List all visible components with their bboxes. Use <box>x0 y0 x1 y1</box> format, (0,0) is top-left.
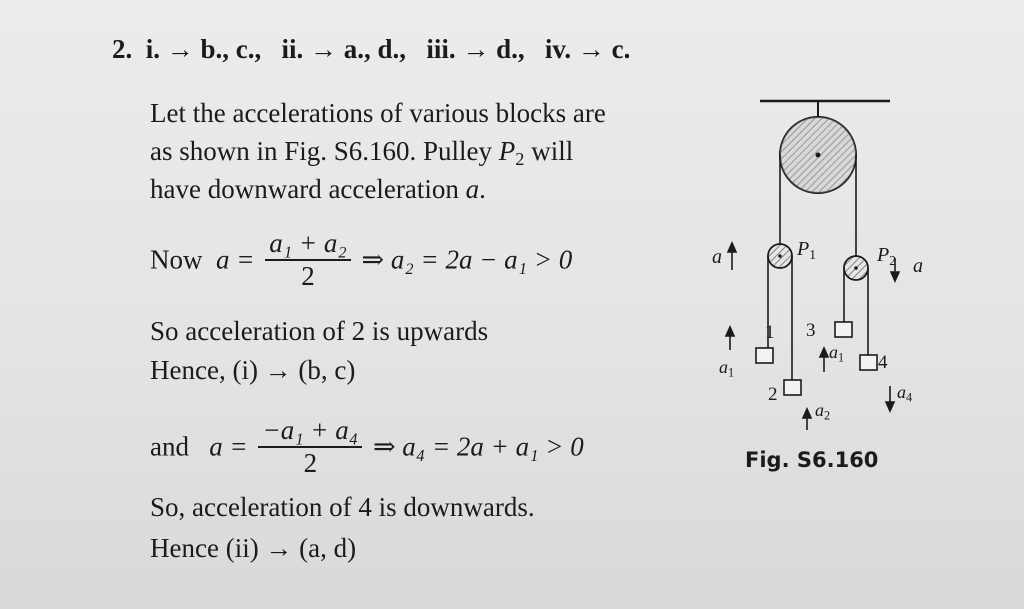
part-i-label: i. <box>145 34 161 64</box>
block-4 <box>860 355 877 370</box>
arrow-icon: → <box>166 34 194 64</box>
answer-line <box>112 34 630 65</box>
equation-1 <box>150 228 572 292</box>
mid-line-2: Hence, (i) → (b, c) <box>150 355 356 385</box>
equation-2 <box>150 415 584 479</box>
para-line-2: as shown in Fig. S6.160. Pulley $P_2$ will <box>150 136 574 170</box>
eq2-rhs: ⇒ a₄ = 2a + a₁ > 0 <box>372 431 584 462</box>
eq2-numerator: −a₁ + a₄ <box>258 415 362 448</box>
part-iv-label: iv. <box>544 34 572 64</box>
eq1-rhs: ⇒ a₂ = 2a − a₁ > 0 <box>361 244 573 275</box>
label-a1-mid: $a_1$ <box>829 342 845 365</box>
eq2-fraction <box>258 415 362 479</box>
eq1-denominator: 2 <box>301 261 315 292</box>
eq1-numerator: a₁ + a₂ <box>265 228 351 261</box>
label-a-right: a <box>913 255 923 277</box>
label-a1-left: $a_1$ <box>719 357 735 380</box>
eq1-lhs: a = <box>216 244 255 275</box>
arrow-icon: → <box>577 34 605 64</box>
answer-number: 2. <box>112 34 133 64</box>
eq2-denominator: 2 <box>303 448 318 479</box>
block-3 <box>835 322 852 337</box>
part-iii-answer: d., <box>496 34 525 64</box>
end-line-2: Hence (ii) → (a, d) <box>150 533 357 563</box>
block-1 <box>756 348 773 363</box>
eq1-fraction <box>265 228 351 292</box>
mid-line-1: So acceleration of 2 is upwards <box>150 316 489 346</box>
block-2 <box>784 380 801 395</box>
eq2-lhs: a = <box>209 431 248 462</box>
part-iv-answer: c. <box>611 34 631 64</box>
label-p1: $P_1$ <box>797 238 817 262</box>
arrow-icon: → <box>310 34 338 64</box>
label-a-left: a <box>712 246 722 268</box>
label-block-3: 3 <box>806 320 816 341</box>
label-block-4: 4 <box>878 352 888 373</box>
label-block-1: 1 <box>765 322 775 343</box>
figure-caption: Fig. S6.160 <box>745 448 879 472</box>
label-p2: $P_2$ <box>877 244 897 268</box>
arrow-icon: → <box>462 34 490 64</box>
label-a4: $a_4$ <box>897 382 913 405</box>
para-line-3: have downward acceleration a. <box>150 174 486 204</box>
label-a2: $a_2$ <box>815 400 831 423</box>
eq1-now: Now <box>150 244 203 275</box>
part-i-answer: b., c., <box>200 34 262 64</box>
part-iii-label: iii. <box>426 34 456 64</box>
end-line-1: So, acceleration of 4 is downwards. <box>150 492 535 522</box>
label-block-2: 2 <box>768 384 778 405</box>
part-ii-label: ii. <box>281 34 304 64</box>
part-ii-answer: a., d., <box>343 34 407 64</box>
para-line-1: Let the accelerations of various blocks are <box>150 98 606 128</box>
eq2-and: and <box>150 431 189 462</box>
